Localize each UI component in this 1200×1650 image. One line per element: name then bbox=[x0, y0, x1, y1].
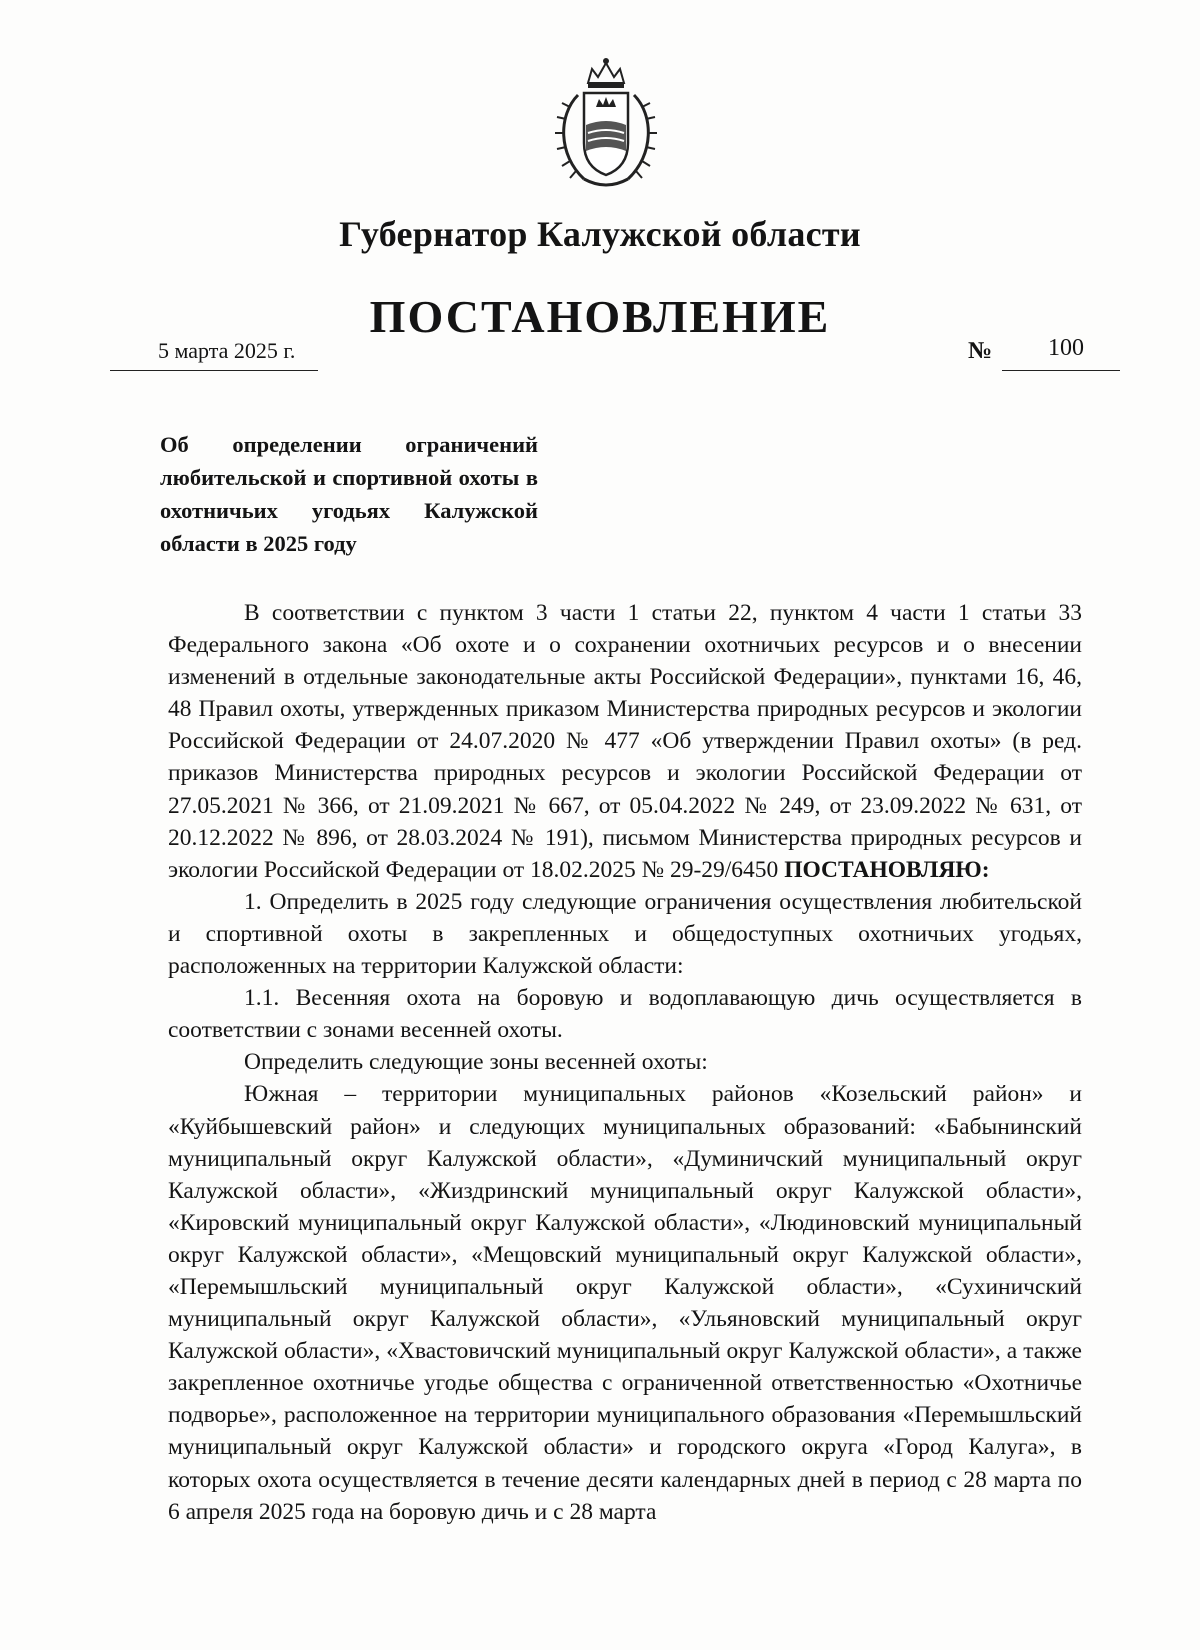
paragraph-item-1: 1. Определить в 2025 году следующие ограничения осуществления любительской и спортивной охоты в закрепленных и общедоступных охотничьих угодьях, расположенных на территории Калужской области: bbox=[168, 888, 1082, 980]
decree-keyword: ПОСТАНОВЛЯЮ: bbox=[784, 856, 990, 883]
authority-title: Губернатор Калужской области bbox=[339, 214, 861, 254]
document-subject: Об определении ограничений любительской и спортивной охоты в охотничьих угодьях Калужской области в 2025 году bbox=[160, 432, 538, 556]
paragraph-preamble bbox=[168, 597, 1082, 886]
document-type-title: ПОСТАНОВЛЕНИЕ bbox=[369, 291, 831, 342]
coat-of-arms-emblem bbox=[548, 55, 664, 193]
document-number: 100 bbox=[1048, 335, 1084, 361]
preamble-text: В соответствии с пунктом 3 части 1 статьи 22, пунктом 4 части 1 статьи 33 Федерального закона «Об охоте и о сохранении охотничьих ресурсов и о внесении изменений в отдельные законодательные акты Российской Федерации», пунктами 16, 46, 48 Правил охоты, утвержденных приказом Министерства природных ресурсов и экологии Российской Федерации от 24.07.2020 № 477 «Об утверждении Правил охоты» (в ред. приказов Министерства природных ресурсов и экологии Российской Федерации от 27.05.2021 № 366, от 21.09.2021 № 667, от 05.04.2022 № 249, от 23.09.2022 № 631, от 20.12.2022 № 896, от 28.03.2024 № 191), письмом Министерства природных ресурсов и экологии Российской Федерации от 18.02.2025 № 29-29/6450 bbox=[168, 600, 1082, 883]
paragraph-zones-intro: Определить следующие зоны весенней охоты: bbox=[244, 1049, 708, 1076]
number-sign: № bbox=[968, 338, 993, 364]
document-date: 5 марта 2025 г. bbox=[158, 338, 296, 363]
document-body bbox=[168, 597, 1082, 1528]
paragraph-item-1-1: 1.1. Весенняя охота на боровую и водоплавающую дичь осуществляется в соответствии с зонами весенней охоты. bbox=[168, 985, 1082, 1044]
paragraph-south-zone: Южная – территории муниципальных районов «Козельский район» и «Куйбышевский район» и следующих муниципальных образований: «Бабынинский муниципальный округ Калужской области», «Думиничский муниципальный округ Калужской области», «Жиздринский муниципальный округ Калужской области», «Кировский муниципальный округ Калужской области», «Людиновский муниципальный округ Калужской области», «Мещовский муниципальный округ Калужской области», «Перемышльский муниципальный округ Калужской области», «Сухиничский муниципальный округ Калужской области», «Ульяновский муниципальный округ Калужской области», «Хвастовичский муниципальный округ Калужской области», а также закрепленное охотничье угодье общества с ограниченной ответственностью «Охотничье подворье», расположенное на территории муниципального образования «Перемышльский муниципальный округ Калужской области» и городского округа «Город Калуга», в которых охота осуществляется в течение десяти календарных дней в период с 28 марта по 6 апреля 2025 года на боровую дичь и с 28 марта bbox=[168, 1081, 1082, 1525]
